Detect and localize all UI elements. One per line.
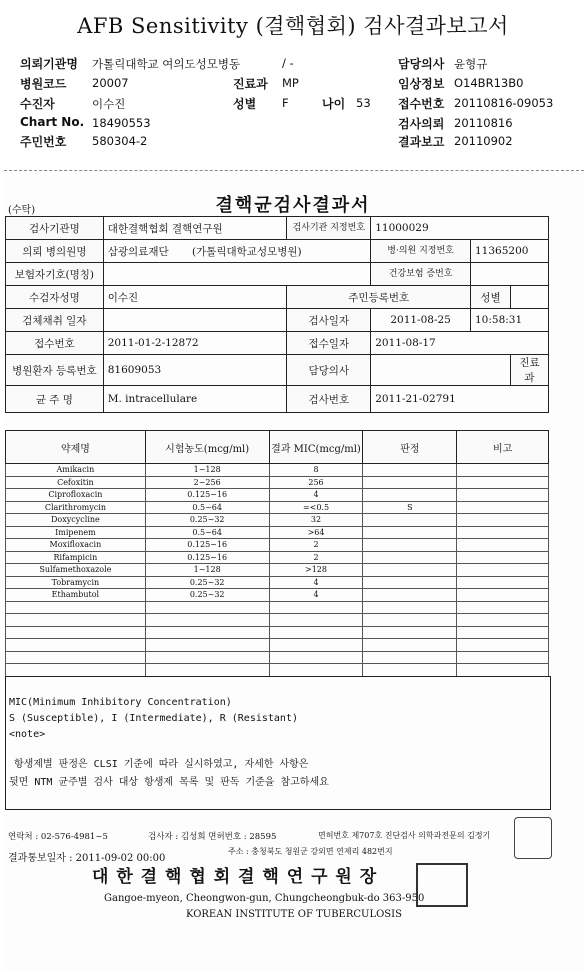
dept-value: MP xyxy=(282,76,299,90)
drug-cell xyxy=(269,614,363,627)
drug-cell xyxy=(363,664,457,677)
drug-cell xyxy=(457,614,549,627)
clinic-no-value: 11365200 xyxy=(471,240,549,263)
note-line-2: S (Susceptible), I (Intermediate), R (Resistant) xyxy=(9,713,298,724)
drug-row xyxy=(6,489,549,502)
sex-label: 성별 xyxy=(233,97,257,111)
drug-row xyxy=(6,551,549,564)
drug-cell xyxy=(457,501,549,514)
drug-col-header: 결과 MIC(mcg/ml) xyxy=(269,431,363,464)
drug-cell xyxy=(457,526,549,539)
drug-row xyxy=(6,539,549,552)
dept-label: 진료과 xyxy=(233,77,268,91)
drug-cell: 0.25~32 xyxy=(145,589,269,602)
req-org-label: 의뢰기관명 xyxy=(20,57,78,71)
chart-no-value: 18490553 xyxy=(92,116,151,130)
drug-row xyxy=(6,664,549,677)
institute-seal-stamp xyxy=(416,863,468,907)
drug-cell xyxy=(457,626,549,639)
institute-name-kr: 대 한 결 핵 협 회 결 핵 연 구 원 장 xyxy=(92,867,378,887)
drug-cell xyxy=(145,664,269,677)
drug-cell: 2 xyxy=(269,539,363,552)
age-value: 53 xyxy=(356,96,371,110)
drug-cell: 4 xyxy=(269,576,363,589)
drug-cell: 0.5~64 xyxy=(145,501,269,514)
drug-cell xyxy=(457,489,549,502)
drug-cell xyxy=(363,576,457,589)
drug-cell xyxy=(145,614,269,627)
drug-sensitivity-table xyxy=(5,430,549,677)
clinic-info-label: 임상정보 xyxy=(398,77,445,91)
drug-row xyxy=(6,639,549,652)
reg-no-label: 병원환자 등록번호 xyxy=(6,355,104,386)
test-no-label: 검사번호 xyxy=(287,386,371,413)
drug-cell xyxy=(363,639,457,652)
collect-label: 검체채취 일자 xyxy=(6,309,104,332)
institute-address-en: Gangoe-myeon, Cheongwon-gun, Chungcheongbuk-do 363-950 xyxy=(104,893,425,904)
drug-cell xyxy=(145,601,269,614)
drug-cell xyxy=(145,639,269,652)
test-date-value: 2011-08-25 xyxy=(371,309,471,332)
org-no-value: 11000029 xyxy=(371,217,549,240)
req-org-value: 가톨릭대학교 여의도성모병동 xyxy=(92,57,241,71)
drug-cell xyxy=(457,601,549,614)
drug-cell xyxy=(269,639,363,652)
sex2-value xyxy=(510,286,548,309)
drug-cell: 0.25~32 xyxy=(145,576,269,589)
chart-no-label: Chart No. xyxy=(20,115,85,129)
org-value: 대한결핵협회 결핵연구원 xyxy=(103,217,287,240)
drug-row xyxy=(6,601,549,614)
drug-table-body xyxy=(6,464,549,677)
drug-cell xyxy=(457,564,549,577)
drug-cell xyxy=(6,614,146,627)
drug-col-header: 시험농도(mcg/ml) xyxy=(145,431,269,464)
drug-col-header: 약제명 xyxy=(6,431,146,464)
drug-cell: 4 xyxy=(269,489,363,502)
receipt-no-label: 접수번호 xyxy=(6,332,104,355)
drug-col-header: 판정 xyxy=(363,431,457,464)
drug-cell: >64 xyxy=(269,526,363,539)
health-no-value xyxy=(471,263,549,286)
drug-cell xyxy=(363,539,457,552)
clinic-info-value: O14BR13B0 xyxy=(454,76,524,90)
test-no-value: 2011-21-02791 xyxy=(371,386,549,413)
patient-value: 이수진 xyxy=(92,97,126,111)
notes-box xyxy=(5,676,551,810)
report-title: AFB Sensitivity (결핵협회) 검사결과보고서 xyxy=(77,14,509,38)
drug-cell: Sulfamethoxazole xyxy=(6,564,146,577)
drug-cell xyxy=(6,601,146,614)
req-clinic-cell xyxy=(103,240,370,263)
insurer-label: 보험자기호(명칭) xyxy=(6,263,104,286)
sex2-label: 성별 xyxy=(471,286,511,309)
drug-cell: 0.25~32 xyxy=(145,514,269,527)
drug-cell: Ethambutol xyxy=(6,589,146,602)
drug-row xyxy=(6,576,549,589)
req-date-label: 검사의뢰 xyxy=(398,117,445,131)
drug-row xyxy=(6,464,549,477)
hosp-code-label: 병원코드 xyxy=(20,77,67,91)
receipt-date-value: 2011-08-17 xyxy=(371,332,549,355)
drug-cell xyxy=(363,476,457,489)
drug-cell xyxy=(457,476,549,489)
receipt-date-label: 접수일자 xyxy=(287,332,371,355)
footer-address: 주소 : 충청북도 청원군 강외면 연제리 482번지 xyxy=(228,847,393,856)
drug-cell: 1~128 xyxy=(145,464,269,477)
clinic-no-label: 병·의원 지정번호 xyxy=(371,240,471,263)
strain-label: 균 주 명 xyxy=(6,386,104,413)
drug-cell xyxy=(363,514,457,527)
drug-cell: =<0.5 xyxy=(269,501,363,514)
drug-cell: 256 xyxy=(269,476,363,489)
drug-cell: 0.125~16 xyxy=(145,539,269,552)
drug-cell xyxy=(363,526,457,539)
rrn-value: 580304-2 xyxy=(92,134,148,148)
drug-cell xyxy=(269,651,363,664)
drug-cell xyxy=(6,664,146,677)
drug-cell xyxy=(363,564,457,577)
drug-row xyxy=(6,626,549,639)
org-label: 검사기관명 xyxy=(6,217,104,240)
drug-table-header xyxy=(6,431,549,464)
strain-value: M. intracellulare xyxy=(103,386,287,413)
drug-cell: Imipenem xyxy=(6,526,146,539)
rrn-label: 주민번호 xyxy=(20,135,67,149)
hosp-code-value: 20007 xyxy=(92,76,129,90)
req-date-value: 20110816 xyxy=(454,116,513,130)
req-clinic-sub: (가톨릭대학교성모병원) xyxy=(191,245,302,258)
drug-row xyxy=(6,614,549,627)
receipt-label: 접수번호 xyxy=(398,97,445,111)
receipt-value: 20110816-09053 xyxy=(454,96,554,110)
drug-cell: Amikacin xyxy=(6,464,146,477)
drug-cell: 2 xyxy=(269,551,363,564)
consignment-mark: (수탁) xyxy=(8,205,36,216)
report-date-value: 20110902 xyxy=(454,134,513,148)
drug-cell xyxy=(363,464,457,477)
org-no-label: 검사기관 지정번호 xyxy=(287,217,371,240)
age-label: 나이 xyxy=(322,97,346,111)
health-no-label: 건강보험 증번호 xyxy=(371,263,471,286)
footer-notice-date: 결과통보일자 : 2011-09-02 00:00 xyxy=(8,853,166,864)
drug-cell: 2~256 xyxy=(145,476,269,489)
drug-cell xyxy=(457,464,549,477)
drug-cell xyxy=(363,589,457,602)
doctor-label: 담당의사 xyxy=(398,57,445,71)
drug-cell: 8 xyxy=(269,464,363,477)
drug-cell: Rifampicin xyxy=(6,551,146,564)
drug-cell: >128 xyxy=(269,564,363,577)
drug-cell xyxy=(269,626,363,639)
drug-cell: Tobramycin xyxy=(6,576,146,589)
drug-row xyxy=(6,564,549,577)
drug-cell: 0.125~16 xyxy=(145,489,269,502)
footer-license: 면허번호 제707호 진단검사 의학과전문의 김정기 xyxy=(318,831,491,840)
note-line-4: 항생제별 판정은 CLSI 기준에 따라 실시하였고, 자세한 사항은 xyxy=(14,759,309,770)
drug-cell xyxy=(363,626,457,639)
name-value: 이수진 xyxy=(103,286,287,309)
drug-cell: S xyxy=(363,501,457,514)
drug-cell xyxy=(457,589,549,602)
drug-cell xyxy=(6,626,146,639)
drug-row xyxy=(6,651,549,664)
receipt-title: 결핵균검사결과서 xyxy=(215,195,371,216)
drug-cell xyxy=(457,651,549,664)
drug-cell: 0.125~16 xyxy=(145,551,269,564)
drug-cell: 1~128 xyxy=(145,564,269,577)
patient-info-table xyxy=(5,216,549,413)
doctor-seal-stamp xyxy=(514,817,552,859)
drug-cell xyxy=(457,539,549,552)
drug-cell: 4 xyxy=(269,589,363,602)
institute-name-en: KOREAN INSTITUTE OF TUBERCULOSIS xyxy=(186,909,402,920)
drug-cell: Doxycycline xyxy=(6,514,146,527)
drug-row xyxy=(6,526,549,539)
drug-cell xyxy=(6,651,146,664)
drug-cell xyxy=(6,639,146,652)
patient-label: 수진자 xyxy=(20,97,55,111)
drug-cell xyxy=(269,664,363,677)
test-date-label: 검사일자 xyxy=(287,309,371,332)
drug-cell xyxy=(457,639,549,652)
drug-cell: Moxifloxacin xyxy=(6,539,146,552)
name-label: 수검자성명 xyxy=(6,286,104,309)
reg-no-value: 81609053 xyxy=(103,355,287,386)
drug-cell: Cefoxitin xyxy=(6,476,146,489)
drug-cell xyxy=(363,601,457,614)
report-date-label: 결과보고 xyxy=(398,135,445,149)
doctor2-label: 담당의사 xyxy=(287,355,371,386)
note-line-5: 뒷면 NTM 균주별 검사 대상 항생제 목록 및 판독 기준을 참고하세요 xyxy=(9,777,329,788)
drug-cell: 32 xyxy=(269,514,363,527)
drug-row xyxy=(6,501,549,514)
drug-cell xyxy=(457,576,549,589)
footer-contact: 연락처 : 02-576-4981~5 xyxy=(8,832,108,842)
collect-value xyxy=(103,309,287,332)
note-line-3: <note> xyxy=(9,729,46,740)
drug-cell: Ciprofloxacin xyxy=(6,489,146,502)
note-line-1: MIC(Minimum Inhibitory Concentration) xyxy=(9,697,232,708)
sex-value: F xyxy=(282,96,289,110)
drug-cell: Clarithromycin xyxy=(6,501,146,514)
drug-col-header: 비고 xyxy=(457,431,549,464)
drug-row xyxy=(6,476,549,489)
drug-cell: 0.5~64 xyxy=(145,526,269,539)
receipt-no-value: 2011-01-2-12872 xyxy=(103,332,287,355)
req-clinic-label: 의뢰 병의원명 xyxy=(6,240,104,263)
drug-cell xyxy=(145,626,269,639)
rrn2-label: 주민등록번호 xyxy=(287,286,471,309)
drug-cell xyxy=(457,664,549,677)
req-clinic-value: 삼광의료재단 xyxy=(107,245,169,258)
dept2-label: 진료과 xyxy=(510,355,548,386)
drug-cell xyxy=(363,551,457,564)
doctor2-value xyxy=(371,355,511,386)
drug-cell xyxy=(457,551,549,564)
doctor-value: 윤형규 xyxy=(454,57,488,71)
drug-row xyxy=(6,514,549,527)
drug-cell xyxy=(363,489,457,502)
drug-cell xyxy=(269,601,363,614)
insurer-value xyxy=(103,263,370,286)
test-time-value: 10:58:31 xyxy=(471,309,549,332)
drug-cell xyxy=(363,651,457,664)
req-org-sep: / - xyxy=(282,56,294,70)
drug-row xyxy=(6,589,549,602)
drug-cell xyxy=(145,651,269,664)
footer-tester: 검사자 : 김성희 면허번호 : 28595 xyxy=(148,832,277,842)
drug-cell xyxy=(457,514,549,527)
drug-cell xyxy=(363,614,457,627)
